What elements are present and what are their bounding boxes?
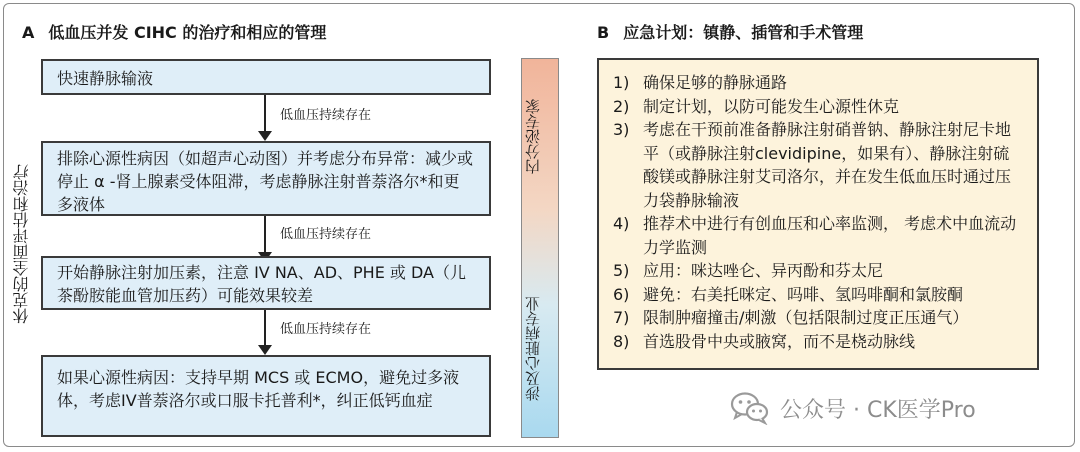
specialist-endocrinology-label: 内分泌专家 — [524, 99, 542, 175]
specialist-cardiology-label: 涉及心脏病专业 — [524, 296, 542, 402]
arrow-1-head — [258, 131, 272, 141]
arrow-3-head — [258, 345, 272, 355]
panel-b-letter: B — [597, 23, 610, 42]
specialist-involvement-bar — [521, 58, 559, 438]
plan-item: 4) 推荐术中进行有创血压和心率监测， 考虑术中血流动力学监测 — [613, 214, 1017, 257]
wechat-icon — [730, 391, 770, 425]
step-box-4: 如果心源性病因：支持早期 MCS 或 ECMO，避免过多液体，考虑IV普萘洛尔或口服卡托普利*，纠正低钙血症 — [41, 355, 491, 437]
plan-item: 6) 避免：右美托咪定、吗啡、氢吗啡酮和氯胺酮 — [613, 284, 964, 304]
side-label-comprehensive-assessment: 休克的全面评估和治疗 — [12, 164, 31, 325]
arrow-1-label: 低血压持续存在 — [280, 108, 372, 123]
plan-item: 1) 确保足够的静脉通路 — [613, 73, 788, 92]
plan-item: 8) 首选股骨中央或腋窝，而不是桡动脉线 — [613, 331, 916, 351]
panel-b-title-text: 应急计划：镇静、插管和手术管理 — [623, 23, 864, 42]
panel-a-title — [22, 20, 326, 43]
panel-a-title-text: 低血压并发 CIHC 的治疗和相应的管理 — [48, 23, 327, 42]
watermark-text: 公众号 · CK医学Pro — [780, 397, 976, 423]
panel-b-title — [597, 20, 863, 43]
arrow-1-line — [264, 95, 266, 132]
watermark — [730, 388, 976, 428]
plan-item: 2) 制定计划，以防可能发生心源性休克 — [613, 96, 900, 116]
arrow-2-line — [264, 216, 266, 253]
arrow-3-line — [264, 310, 266, 346]
plan-item: 7) 限制肿瘤撞击/刺激（包括限制过度正压通气） — [613, 308, 969, 327]
step-box-3: 开始静脉注射加压素，注意 IV NA、AD、PHE 或 DA（儿茶酚胺能血管加压药）可能效果较差 — [41, 256, 491, 310]
plan-item: 5) 应用：咪达唑仑、异丙酚和芬太尼 — [613, 261, 884, 280]
step-box-2: 排除心源性病因（如超声心动图）并考虑分布异常：减少或停止 α -肾上腺素受体阻滞，考虑静脉注射普萘洛尔*和更多液体 — [41, 141, 491, 216]
emergency-plan-box — [597, 58, 1039, 370]
arrow-2-label: 低血压持续存在 — [280, 227, 372, 242]
arrow-3-label: 低血压持续存在 — [280, 322, 372, 337]
plan-item: 3) 考虑在干预前准备静脉注射硝普钠、静脉注射尼卡地平（或静脉注射clevidipine，如果有）、静脉注射硫酸镁或静脉注射艾司洛尔，并在发生低血压时通过压力袋静脉输液 — [613, 120, 1012, 210]
step-box-1: 快速静脉输液 — [41, 59, 491, 95]
panel-a-letter: A — [22, 23, 35, 42]
